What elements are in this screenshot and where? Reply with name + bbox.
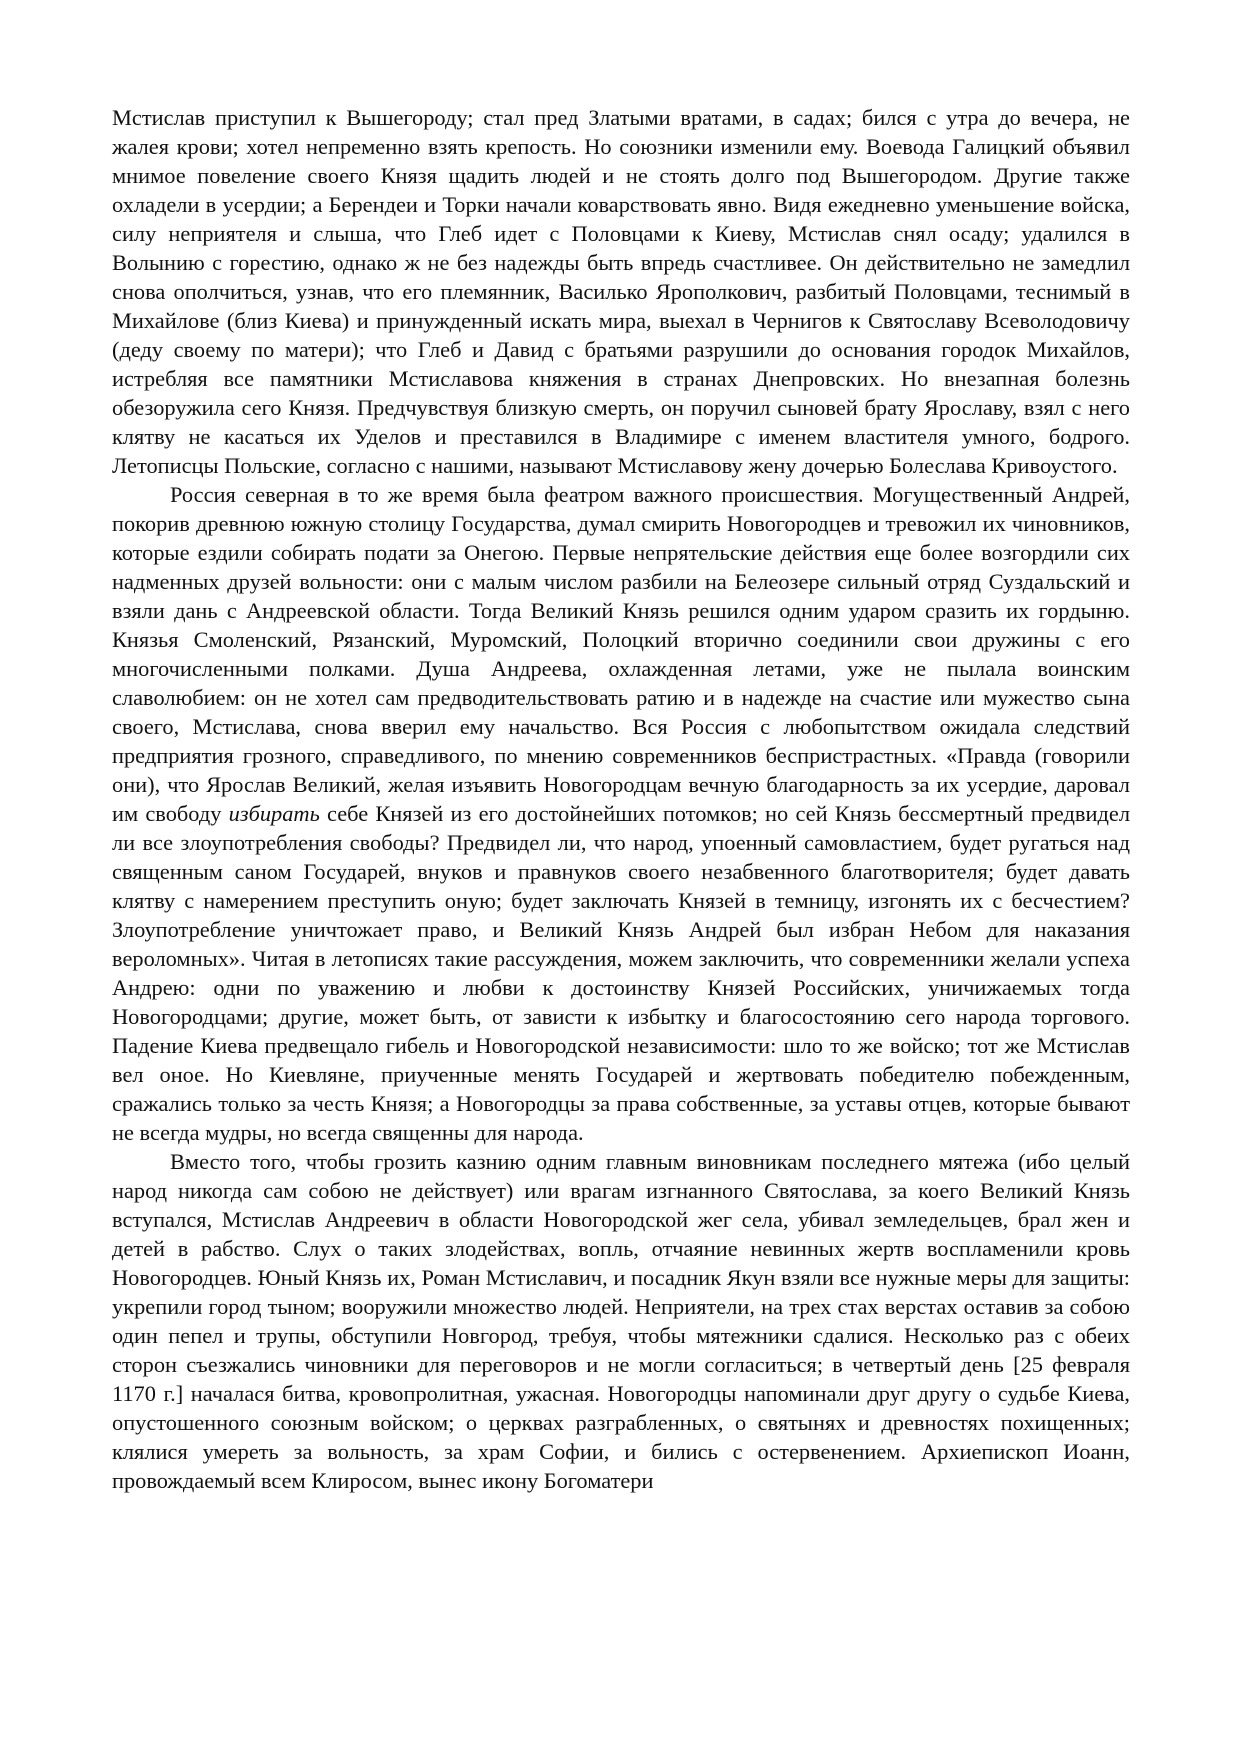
paragraph-2-italic-word: избирать — [228, 801, 320, 826]
paragraph-1 — [112, 103, 1130, 480]
document-page — [112, 103, 1130, 1495]
paragraph-2-text-end: себе Князей из его достойнейших потомков; но сей Князь бессмертный предвидел ли все злоупотребления свободы? Предвидел ли, что народ, упоенный самовластием, будет ругаться над священным саном Государей, внуков и правнуков своего незабвенного благотворителя; будет давать клятву с намерением преступить оную; будет заключать Князей в темницу, изгонять их с бесчестием? Злоупотребление уничтожает право, и Великий Князь Андрей был избран Небом для наказания вероломных». Читая в летописях такие рассуждения, можем заключить, что современники желали успеха Андрею: одни по уважению и любви к достоинству Князей Российских, уничижаемых тогда Новогородцами; другие, может быть, от зависти к избытку и благосостоянию сего народа торгового. Падение Киева предвещало гибель и Новогородской независимости: шло то же войско; тот же Мстислав вел оное. Но Киевляне, приученные менять Государей и жертвовать победителю побежденным, сражались только за честь Князя; а Новогородцы за права собственные, за уставы отцев, которые бывают не всегда мудры, но всегда священны для народа. — [112, 801, 1130, 1145]
paragraph-2-text-start: Россия северная в то же время была феатром важного происшествия. Могущественный Андрей, покорив древнюю южную столицу Государства, думал смирить Новогородцев и тревожил их чиновников, которые ездили собирать подати за Онегою. Первые непрятельские действия еще более возгордили сих надменных друзей вольности: они с малым числом разбили на Белеозере сильный отряд Суздальский и взяли дань с Андреевской области. Тогда Великий Князь решился одним ударом сразить их гордыню. Князья Смоленский, Рязанский, Муромский, Полоцкий вторично соединили свои дружины с его многочисленными полками. Душа Андреева, охлажденная летами, уже не пылала воинским славолюбием: он не хотел сам предводительствовать ратию и в надежде на счастие или мужество сына своего, Мстислава, снова вверил ему начальство. Вся Россия с любопытством ожидала следствий предприятия грозного, справедливого, по мнению современников беспристрастных. «Правда (говорили они), что Ярослав Великий, желая изъявить Новогородцам вечную благодарность за их усердие, даровал им свободу — [112, 482, 1130, 826]
paragraph-1-text: Мстислав приступил к Вышегороду; стал пред Златыми вратами, в садах; бился с утра до вечера, не жалея крови; хотел непременно взять крепость. Но союзники изменили ему. Воевода Галицкий объявил мнимое повеление своего Князя щадить людей и не стоять долго под Вышегородом. Другие также охладели в усердии; а Берендеи и Торки начали коварствовать явно. Видя ежедневно уменьшение войска, силу неприятеля и слыша, что Глеб идет с Половцами к Киеву, Мстислав снял осаду; удалился в Волынию с горестию, однако ж не без надежды быть впредь счастливее. Он действительно не замедлил снова ополчиться, узнав, что его племянник, Василько Ярополкович, разбитый Половцами, теснимый в Михайлове (близ Киева) и принужденный искать мира, выехал в Чернигов к Святославу Всеволодовичу (деду своему по матери); что Глеб и Давид с братьями разрушили до основания городок Михайлов, истребляя все памятники Мстиславова княжения в странах Днепровских. Но внезапная болезнь обезоружила сего Князя. Предчувствуя близкую смерть, он поручил сыновей брату Ярославу, взял с него клятву не касаться их Уделов и преставился в Владимире с именем властителя умного, бодрого. Летописцы Польские, согласно с нашими, называют Мстиславову жену дочерью Болеслава Кривоустого. — [112, 105, 1130, 478]
paragraph-3 — [112, 1147, 1130, 1495]
paragraph-2 — [112, 480, 1130, 1147]
paragraph-3-text: Вместо того, чтобы грозить казнию одним главным виновникам последнего мятежа (ибо целый народ никогда сам собою не действует) или врагам изгнанного Святослава, за коего Великий Князь вступался, Мстислав Андреевич в области Новогородской жег села, убивал земледельцев, брал жен и детей в рабство. Слух о таких злодействах, вопль, отчаяние невинных жертв воспламенили кровь Новогородцев. Юный Князь их, Роман Мстиславич, и посадник Якун взяли все нужные меры для защиты: укрепили город тыном; вооружили множество людей. Неприятели, на трех стах верстах оставив за собою один пепел и трупы, обступили Новгород, требуя, чтобы мятежники сдалися. Несколько раз с обеих сторон съезжались чиновники для переговоров и не могли согласиться; в четвертый день [25 февраля 1170 г.] началася битва, кровопролитная, ужасная. Новогородцы напоминали друг другу о судьбе Киева, опустошенного союзным войском; о церквах разграбленных, о святынях и древностях похищенных; клялися умереть за вольность, за храм Софии, и бились с остервенением. Архиепископ Иоанн, провождаемый всем Клиросом, вынес икону Богоматери — [112, 1149, 1130, 1493]
